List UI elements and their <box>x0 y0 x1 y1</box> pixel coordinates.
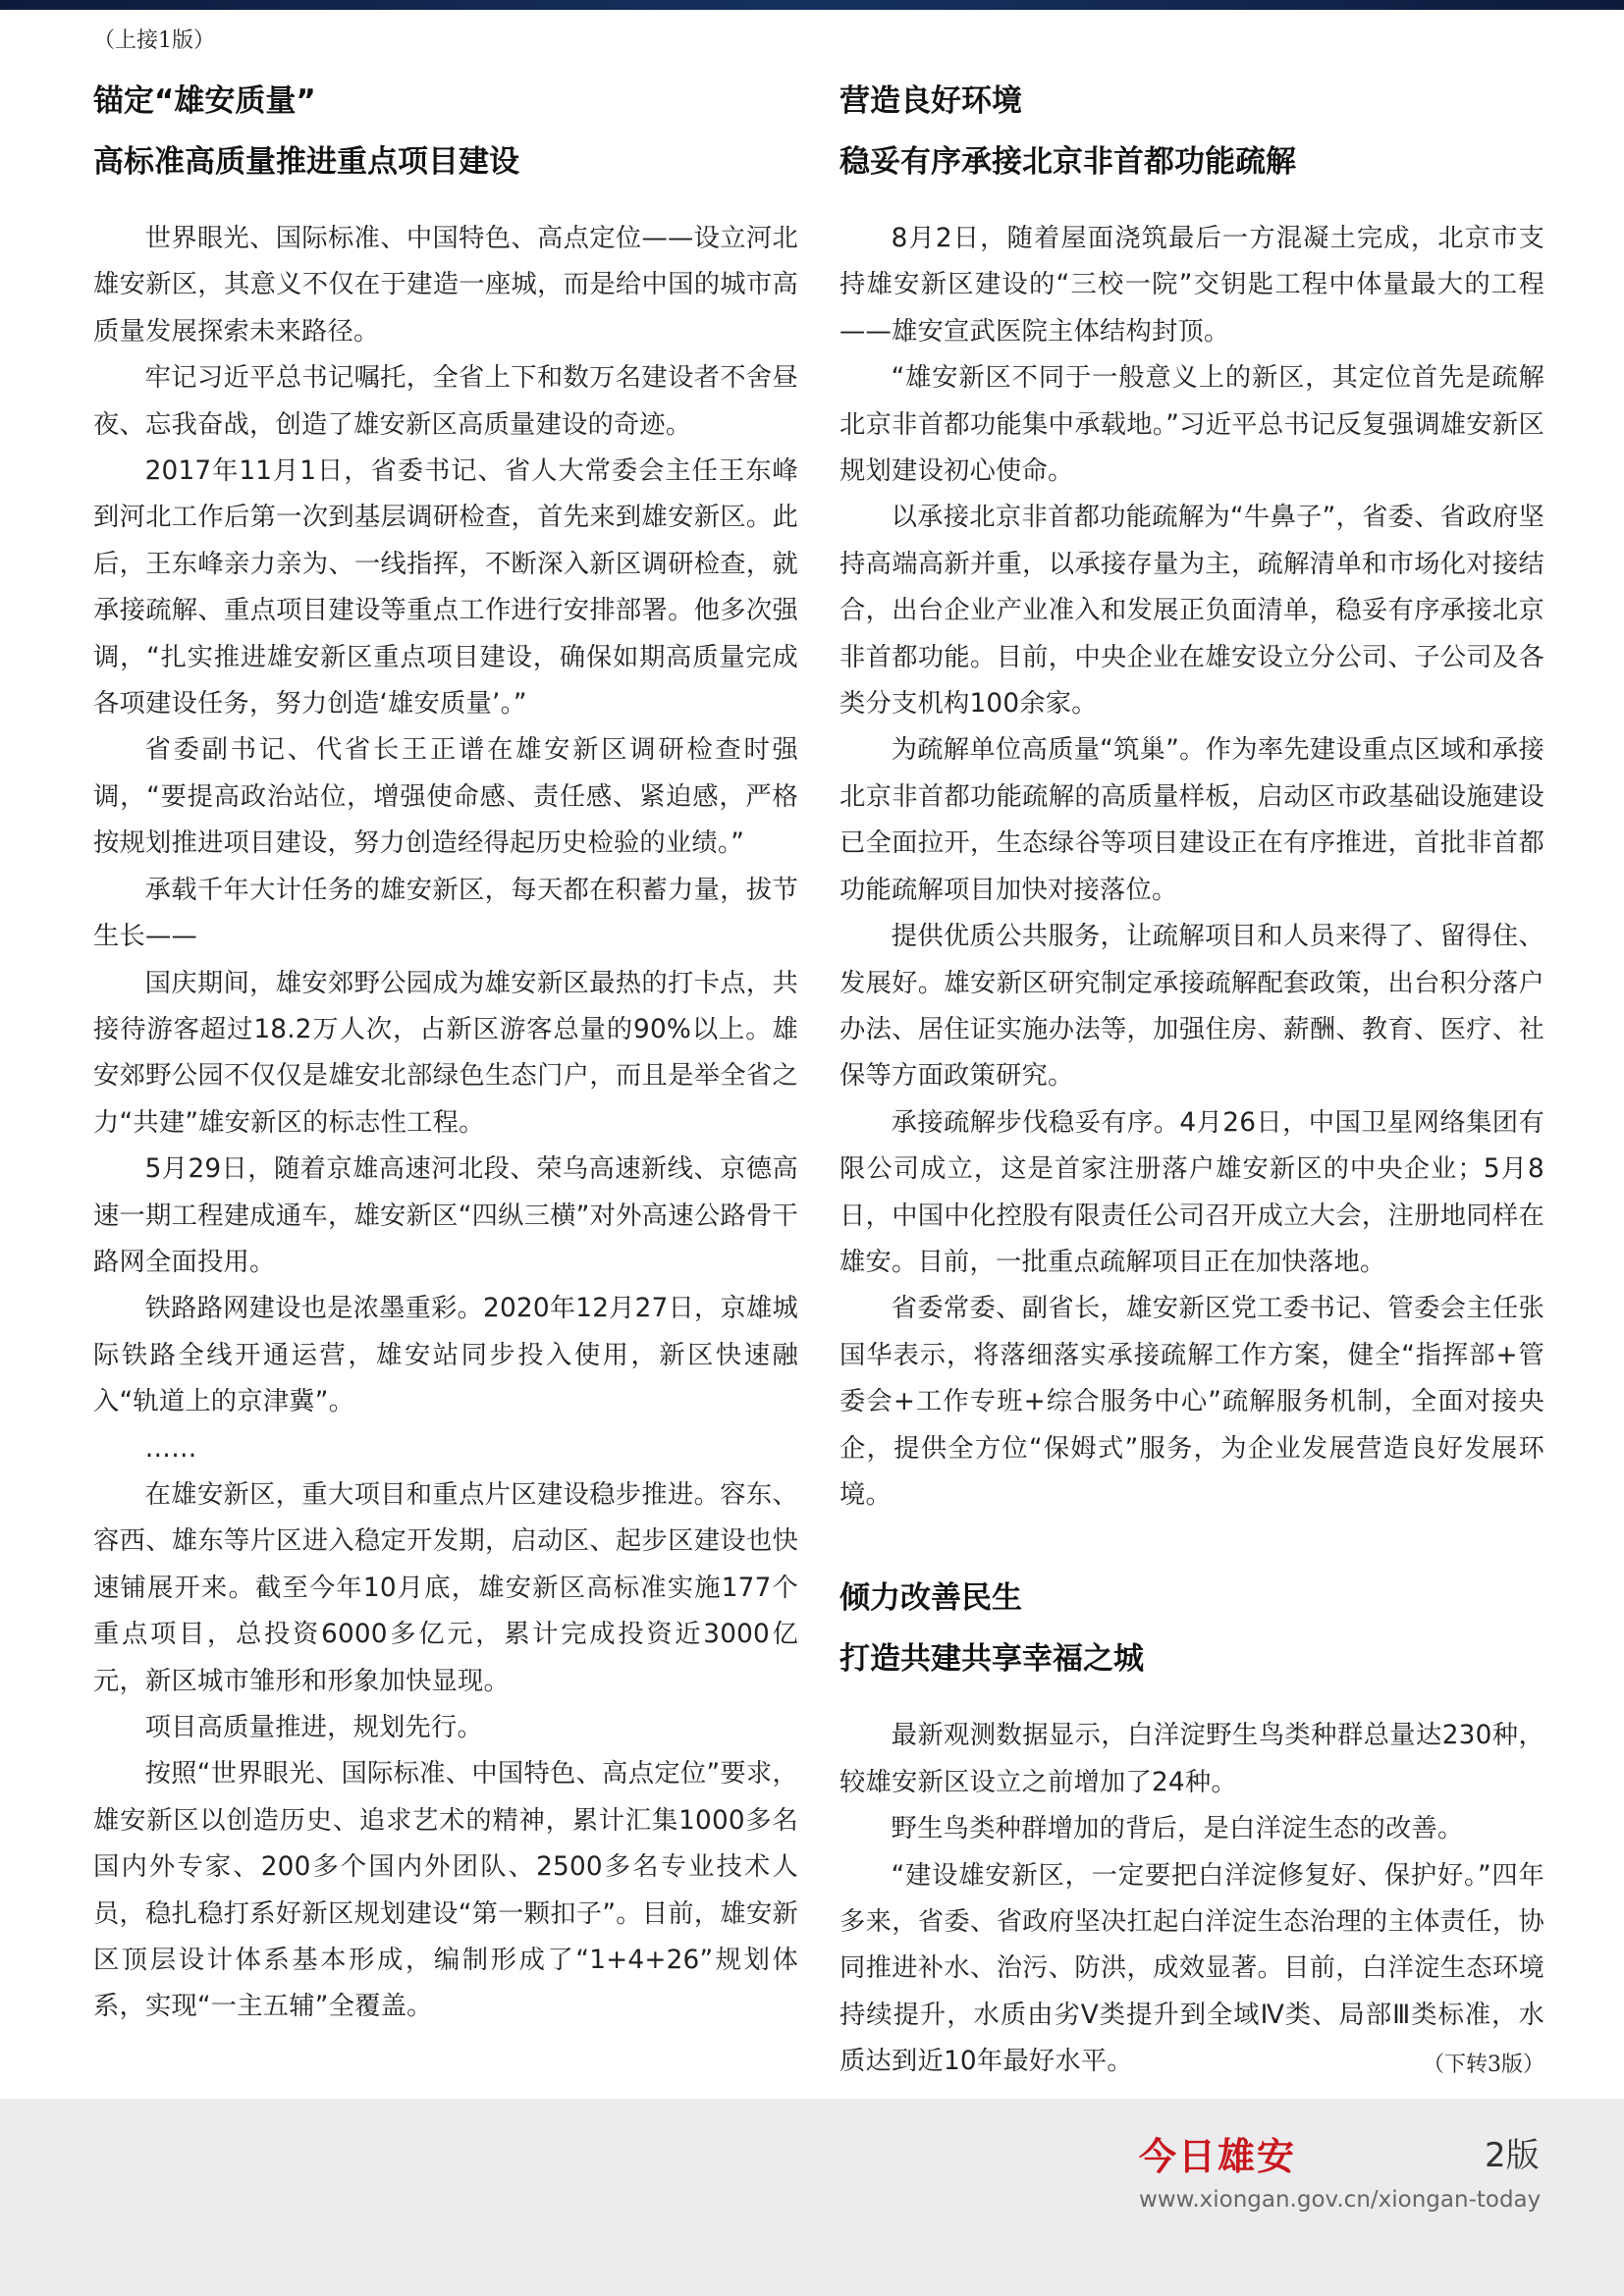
paragraph: 在雄安新区，重大项目和重点片区建设稳步推进。容东、容西、雄东等片区进入稳定开发期，启动区、起步区建设也快速铺展开来。截至今年10月底，雄安新区高标准实施177个重点项目，总投资6000多亿元，累计完成投资近3000亿元，新区城市雏形和形象加快显现。 <box>93 1479 798 1696</box>
paragraph: 按照“世界眼光、国际标准、中国特色、高点定位”要求，雄安新区以创造历史、追求艺术的精神，累计汇集1000多名国内外专家、200多个国内外团队、2500多名专业技术人员，稳扎稳打系好新区规划建设“第一颗扣子”。目前，雄安新区顶层设计体系基本形成，编制形成了“1+4+26”规划体系，实现“一主五辅”全覆盖。 <box>93 1759 798 2022</box>
paragraph: 提供优质公共服务，让疏解项目和人员来得了、留得住、发展好。雄安新区研究制定承接疏解配套政策，出台积分落户办法、居住证实施办法等，加强住房、薪酬、教育、医疗、社保等方面政策研究。 <box>839 922 1544 1092</box>
paragraph: 省委常委、副省长，雄安新区党工委书记、管委会主任张国华表示，将落细落实承接疏解工作方案，健全“指挥部+管委会+工作专班+综合服务中心”疏解服务机制，全面对接央企，提供全方位“保姆式”服务，为企业发展营造良好发展环境。 <box>839 1294 1544 1510</box>
section-spacer <box>839 1519 1544 1568</box>
paragraph: 世界眼光、国际标准、中国特色、高点定位——设立河北雄安新区，其意义不仅在于建造一座城，而是给中国的城市高质量发展探索未来路径。 <box>93 224 798 347</box>
paragraph: 省委副书记、代省长王正谱在雄安新区调研检查时强调，“要提高政治站位，增强使命感、责任感、紧迫感，严格按规划推进项目建设，努力创造经得起历史检验的业绩。” <box>93 735 798 859</box>
paragraph: 项目高质量推进，规划先行。 <box>144 1713 484 1742</box>
page-number: 2版 <box>1485 2136 1540 2175</box>
right-section2-heading-line2: 打造共建共享幸福之城 <box>839 1641 1144 1678</box>
paragraph: “建设雄安新区，一定要把白洋淀修复好、保护好。”四年多来，省委、省政府坚决扛起白洋淀生态治理的主体责任，协同推进补水、治污、防洪，成效显著。目前，白洋淀生态环境持续提升，水质由劣Ⅴ类提升到全域Ⅳ类、局部Ⅲ类标准，水质达到近10年最好水平。 <box>839 1860 1544 2077</box>
right-section2-heading-line1: 倾力改善民生 <box>839 1580 1022 1617</box>
left-heading-line1: 锚定“雄安质量” <box>93 83 316 119</box>
website-url[interactable]: www.xiongan.gov.cn/xiongan-today <box>1139 2187 1542 2213</box>
top-banner-bar <box>0 0 1624 10</box>
paragraph: 最新观测数据显示，白洋淀野生鸟类种群总量达230种，较雄安新区设立之前增加了24种。 <box>839 1721 1544 1797</box>
right-section1-heading <box>839 71 1544 192</box>
paragraph: 以承接北京非首都功能疏解为“牛鼻子”，省委、省政府坚持高端高新并重，以承接存量为主，疏解清单和市场化对接结合，出台企业产业准入和发展正负面清单，稳妥有序承接北京非首都功能。目前，中央企业在雄安设立分公司、子公司及各类分支机构100余家。 <box>839 503 1544 720</box>
continued-to-note: （下转3版） <box>1423 2052 1544 2077</box>
right-column <box>839 71 1544 2086</box>
right-section1-heading-line2: 稳妥有序承接北京非首都功能疏解 <box>839 144 1296 180</box>
right-section1-heading-line1: 营造良好环境 <box>839 83 1022 119</box>
paragraph: 牢记习近平总书记嘱托，全省上下和数万名建设者不舍昼夜、忘我奋战，创造了雄安新区高质量建设的奇迹。 <box>93 363 798 440</box>
paragraph: 2017年11月1日，省委书记、省人大常委会主任王东峰到河北工作后第一次到基层调研检查，首先来到雄安新区。此后，王东峰亲力亲为、一线指挥，不断深入新区调研检查，就承接疏解、重点项目建设等重点工作进行安排部署。他多次强调，“扎实推进雄安新区重点项目建设，确保如期高质量完成各项建设任务，努力创造‘雄安质量’。” <box>93 456 798 720</box>
paragraph: “雄安新区不同于一般意义上的新区，其定位首先是疏解北京非首都功能集中承载地。”习近平总书记反复强调雄安新区规划建设初心使命。 <box>839 363 1544 487</box>
page-footer <box>0 2099 1624 2296</box>
paragraph: 5月29日，随着京雄高速河北段、荣乌高速新线、京德高速一期工程建成通车，雄安新区“四纵三横”对外高速公路骨干路网全面投用。 <box>93 1154 798 1277</box>
paragraph: 8月2日，随着屋面浇筑最后一方混凝土完成，北京市支持雄安新区建设的“三校一院”交钥匙工程中体量最大的工程——雄安宣武医院主体结构封顶。 <box>839 224 1544 347</box>
paragraph: 承载千年大计任务的雄安新区，每天都在积蓄力量，拔节生长—— <box>93 875 798 952</box>
ellipsis-paragraph: …… <box>144 1433 197 1464</box>
newspaper-logo: 今日雄安 <box>1139 2134 1297 2178</box>
paragraph: 铁路路网建设也是浓墨重彩。2020年12月27日，京雄城际铁路全线开通运营，雄安站同步投入使用，新区快速融入“轨道上的京津冀”。 <box>93 1294 798 1417</box>
left-section-heading <box>93 71 798 192</box>
left-column <box>93 71 798 2031</box>
paragraph: 承接疏解步伐稳妥有序。4月26日，中国卫星网络集团有限公司成立，这是首家注册落户雄安新区的中央企业；5月8日，中国中化控股有限责任公司召开成立大会，注册地同样在雄安。目前，一批重点疏解项目正在加快落地。 <box>839 1107 1544 1277</box>
paragraph: 为疏解单位高质量“筑巢”。作为率先建设重点区域和承接北京非首都功能疏解的高质量样板，启动区市政基础设施建设已全面拉开，生态绿谷等项目建设正在有序推进，首批非首都功能疏解项目加快对接落位。 <box>839 735 1544 905</box>
paragraph: 国庆期间，雄安郊野公园成为雄安新区最热的打卡点，共接待游客超过18.2万人次，占新区游客总量的90%以上。雄安郊野公园不仅仅是雄安北部绿色生态门户，而且是举全省之力“共建”雄安新区的标志性工程。 <box>93 968 798 1138</box>
left-heading-line2: 高标准高质量推进重点项目建设 <box>93 144 519 180</box>
paragraph: 野生鸟类种群增加的背后，是白洋淀生态的改善。 <box>891 1814 1464 1844</box>
last-paragraph-row <box>839 1853 1544 2086</box>
right-section2-heading <box>839 1568 1544 1689</box>
continued-from-note: （上接1版） <box>93 28 215 53</box>
